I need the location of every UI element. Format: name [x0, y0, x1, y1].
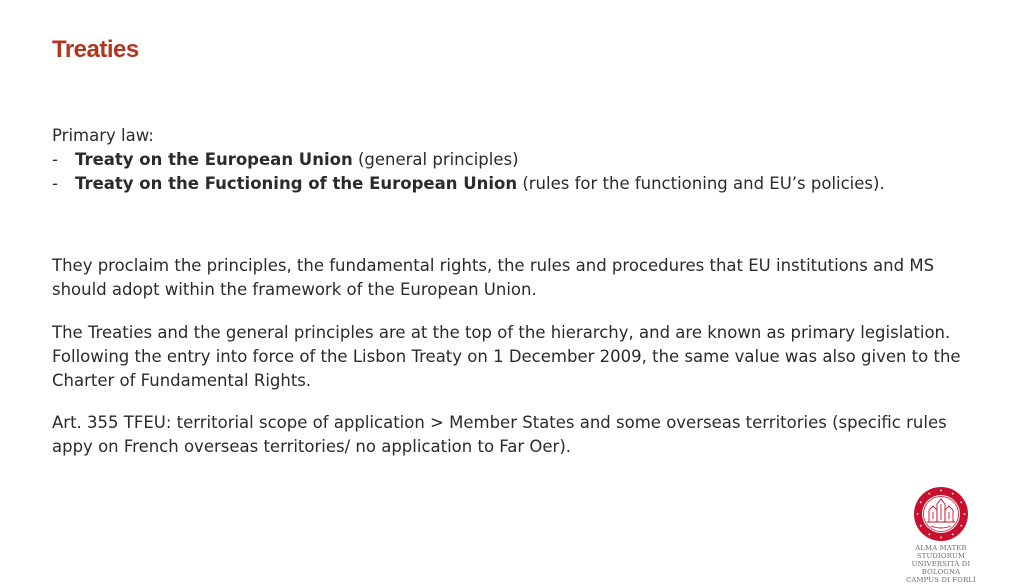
paragraph-territorial-scope: Art. 355 TFEU: territorial scope of application > Member States and some overseas territories (specific rules appy on French overseas territories/ no application to Far Oer).	[52, 413, 947, 456]
bullet-rest-text: (rules for the functioning and EU’s policies).	[517, 174, 885, 193]
primary-law-label: Primary law:	[52, 126, 154, 145]
slide-content	[52, 124, 992, 459]
bullet-item-teu	[52, 148, 992, 172]
bullet-dash: -	[52, 174, 58, 193]
bullet-bold-text: Treaty on the Fuctioning of the European Union	[75, 174, 518, 193]
university-logo	[893, 486, 989, 584]
bullet-bold-text: Treaty on the European Union	[75, 150, 353, 169]
paragraph-hierarchy: The Treaties and the general principles are at the top of the hierarchy, and are known as primary legislation. Following the entry into force of the Lisbon Treaty on 1 December 2009, the same value was also given to the Charter of Fundamental Rights.	[52, 323, 961, 390]
logo-line-3: CAMPUS DI FORLÌ	[906, 576, 976, 584]
logo-line-2: UNIVERSITÀ DI BOLOGNA	[911, 560, 971, 576]
university-name	[893, 544, 989, 584]
bullet-item-tfeu	[52, 172, 992, 196]
bullet-text	[75, 172, 885, 196]
bullet-text	[75, 148, 519, 172]
slide-title: Treaties	[52, 36, 139, 63]
logo-line-1: ALMA MATER STUDIORUM	[915, 544, 967, 560]
bullet-rest-text: (general principles)	[352, 150, 519, 169]
bullet-dash: -	[52, 150, 58, 169]
paragraph-principles: They proclaim the principles, the fundamental rights, the rules and procedures that EU institutions and MS should adopt within the framework of the European Union.	[52, 256, 935, 299]
university-seal-icon	[913, 486, 969, 542]
